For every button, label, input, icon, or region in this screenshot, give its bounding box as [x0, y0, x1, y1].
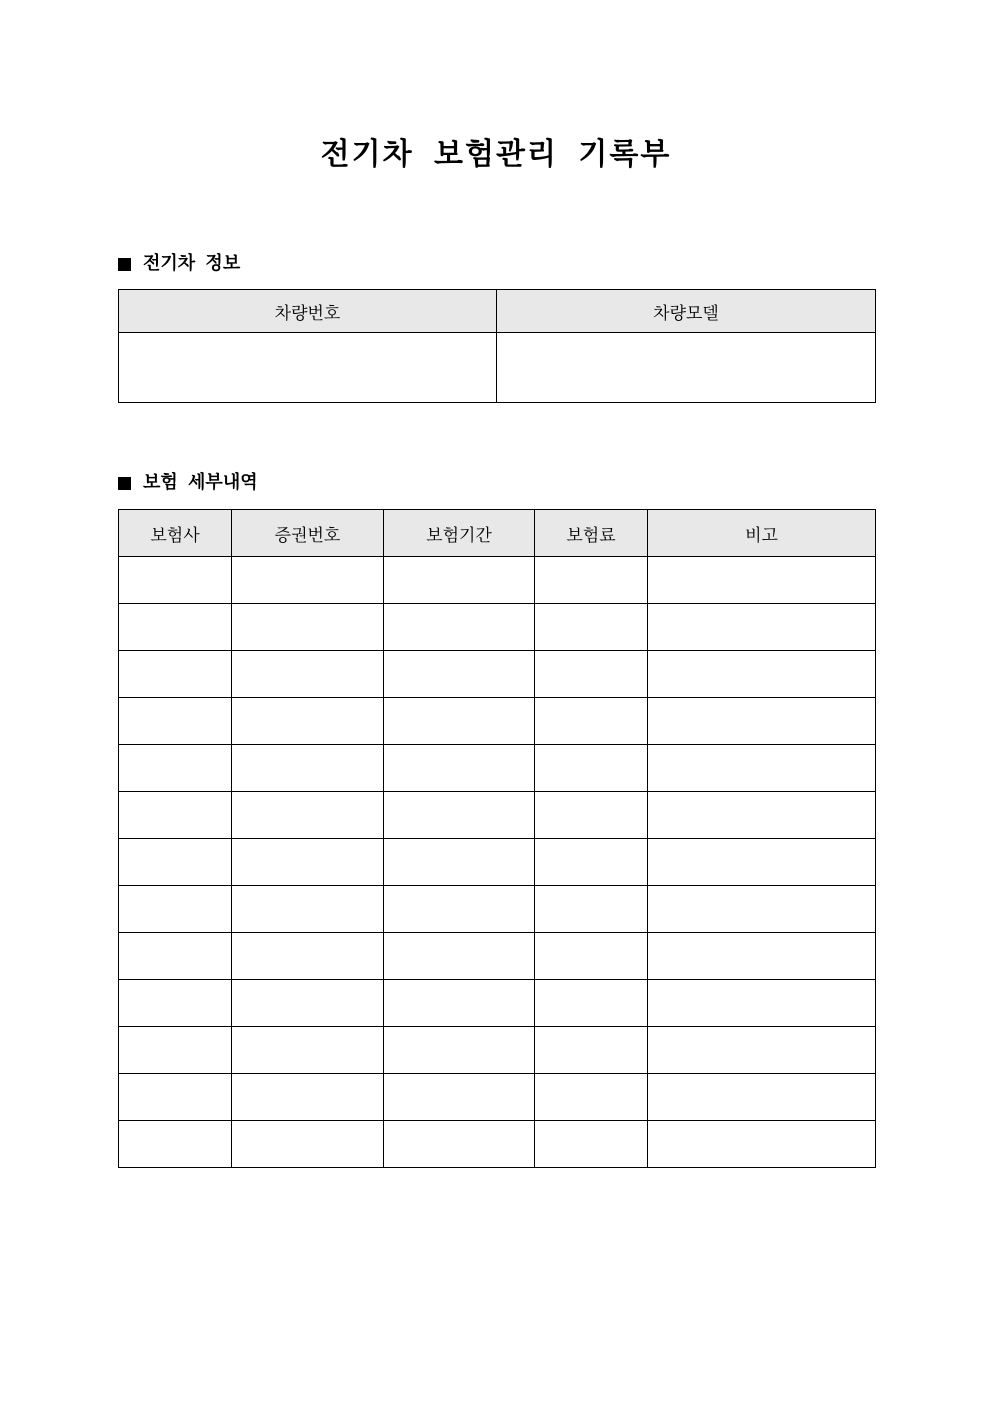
insurance-period-cell[interactable] [384, 792, 535, 839]
policy-number-cell[interactable] [232, 1121, 384, 1168]
header-insurance-period: 보험기간 [384, 510, 535, 557]
insurer-cell[interactable] [119, 557, 232, 604]
black-square-icon [118, 258, 131, 271]
document-title: 전기차 보험관리 기록부 [320, 137, 672, 172]
insurance-period-cell[interactable] [384, 651, 535, 698]
premium-cell[interactable] [535, 792, 648, 839]
policy-number-cell[interactable] [232, 1027, 384, 1074]
insurance-period-cell[interactable] [384, 557, 535, 604]
insurance-period-cell[interactable] [384, 604, 535, 651]
insurance-period-cell[interactable] [384, 1121, 535, 1168]
remarks-cell[interactable] [648, 745, 876, 792]
insurer-cell[interactable] [119, 1121, 232, 1168]
insurer-cell[interactable] [119, 1027, 232, 1074]
remarks-cell[interactable] [648, 1027, 876, 1074]
header-remarks: 비고 [648, 510, 876, 557]
policy-number-cell[interactable] [232, 651, 384, 698]
remarks-cell[interactable] [648, 792, 876, 839]
premium-cell[interactable] [535, 980, 648, 1027]
remarks-cell[interactable] [648, 980, 876, 1027]
vehicle-model-cell[interactable] [497, 333, 876, 403]
insurance-period-cell[interactable] [384, 933, 535, 980]
premium-cell[interactable] [535, 1121, 648, 1168]
table-row [119, 980, 876, 1027]
header-insurer: 보험사 [119, 510, 232, 557]
premium-cell[interactable] [535, 1074, 648, 1121]
table-row [119, 886, 876, 933]
remarks-cell[interactable] [648, 557, 876, 604]
insurer-cell[interactable] [119, 839, 232, 886]
table-row [119, 604, 876, 651]
section-heading-vehicle-info [118, 252, 240, 276]
insurance-period-cell[interactable] [384, 886, 535, 933]
policy-number-cell[interactable] [232, 980, 384, 1027]
insurer-cell[interactable] [119, 980, 232, 1027]
table-row [119, 651, 876, 698]
insurance-period-cell[interactable] [384, 698, 535, 745]
table-row [119, 792, 876, 839]
remarks-cell[interactable] [648, 1121, 876, 1168]
policy-number-cell[interactable] [232, 839, 384, 886]
header-vehicle-model: 차량모델 [497, 290, 876, 333]
insurance-period-cell[interactable] [384, 980, 535, 1027]
premium-cell[interactable] [535, 933, 648, 980]
policy-number-cell[interactable] [232, 745, 384, 792]
insurer-cell[interactable] [119, 698, 232, 745]
black-square-icon [118, 477, 131, 490]
table-row [119, 557, 876, 604]
remarks-cell[interactable] [648, 886, 876, 933]
policy-number-cell[interactable] [232, 698, 384, 745]
policy-number-cell[interactable] [232, 557, 384, 604]
policy-number-cell[interactable] [232, 604, 384, 651]
policy-number-cell[interactable] [232, 933, 384, 980]
table-header-row [119, 290, 876, 333]
insurance-period-cell[interactable] [384, 1074, 535, 1121]
policy-number-cell[interactable] [232, 1074, 384, 1121]
insurance-table-body [119, 557, 876, 1168]
policy-number-cell[interactable] [232, 886, 384, 933]
insurance-period-cell[interactable] [384, 1027, 535, 1074]
remarks-cell[interactable] [648, 698, 876, 745]
insurer-cell[interactable] [119, 792, 232, 839]
insurance-period-cell[interactable] [384, 839, 535, 886]
remarks-cell[interactable] [648, 1074, 876, 1121]
remarks-cell[interactable] [648, 933, 876, 980]
vehicle-number-cell[interactable] [119, 333, 497, 403]
insurer-cell[interactable] [119, 1074, 232, 1121]
section-heading-label: 전기차 정보 [143, 253, 241, 274]
policy-number-cell[interactable] [232, 792, 384, 839]
insurer-cell[interactable] [119, 651, 232, 698]
remarks-cell[interactable] [648, 604, 876, 651]
insurance-details-table [118, 509, 876, 1168]
header-policy-number: 증권번호 [232, 510, 384, 557]
table-row [119, 333, 876, 403]
insurer-cell[interactable] [119, 886, 232, 933]
section-heading-label: 보험 세부내역 [143, 472, 258, 493]
table-row [119, 1121, 876, 1168]
premium-cell[interactable] [535, 604, 648, 651]
premium-cell[interactable] [535, 651, 648, 698]
premium-cell[interactable] [535, 886, 648, 933]
premium-cell[interactable] [535, 1027, 648, 1074]
remarks-cell[interactable] [648, 651, 876, 698]
table-header-row [119, 510, 876, 557]
remarks-cell[interactable] [648, 839, 876, 886]
vehicle-info-table [118, 289, 876, 403]
header-premium: 보험료 [535, 510, 648, 557]
insurer-cell[interactable] [119, 745, 232, 792]
premium-cell[interactable] [535, 557, 648, 604]
section-heading-insurance-details [118, 471, 258, 495]
table-row [119, 1074, 876, 1121]
table-row [119, 698, 876, 745]
header-vehicle-number: 차량번호 [119, 290, 497, 333]
table-row [119, 933, 876, 980]
insurer-cell[interactable] [119, 604, 232, 651]
premium-cell[interactable] [535, 745, 648, 792]
insurer-cell[interactable] [119, 933, 232, 980]
premium-cell[interactable] [535, 698, 648, 745]
table-row [119, 839, 876, 886]
premium-cell[interactable] [535, 839, 648, 886]
table-row [119, 745, 876, 792]
table-row [119, 1027, 876, 1074]
insurance-period-cell[interactable] [384, 745, 535, 792]
